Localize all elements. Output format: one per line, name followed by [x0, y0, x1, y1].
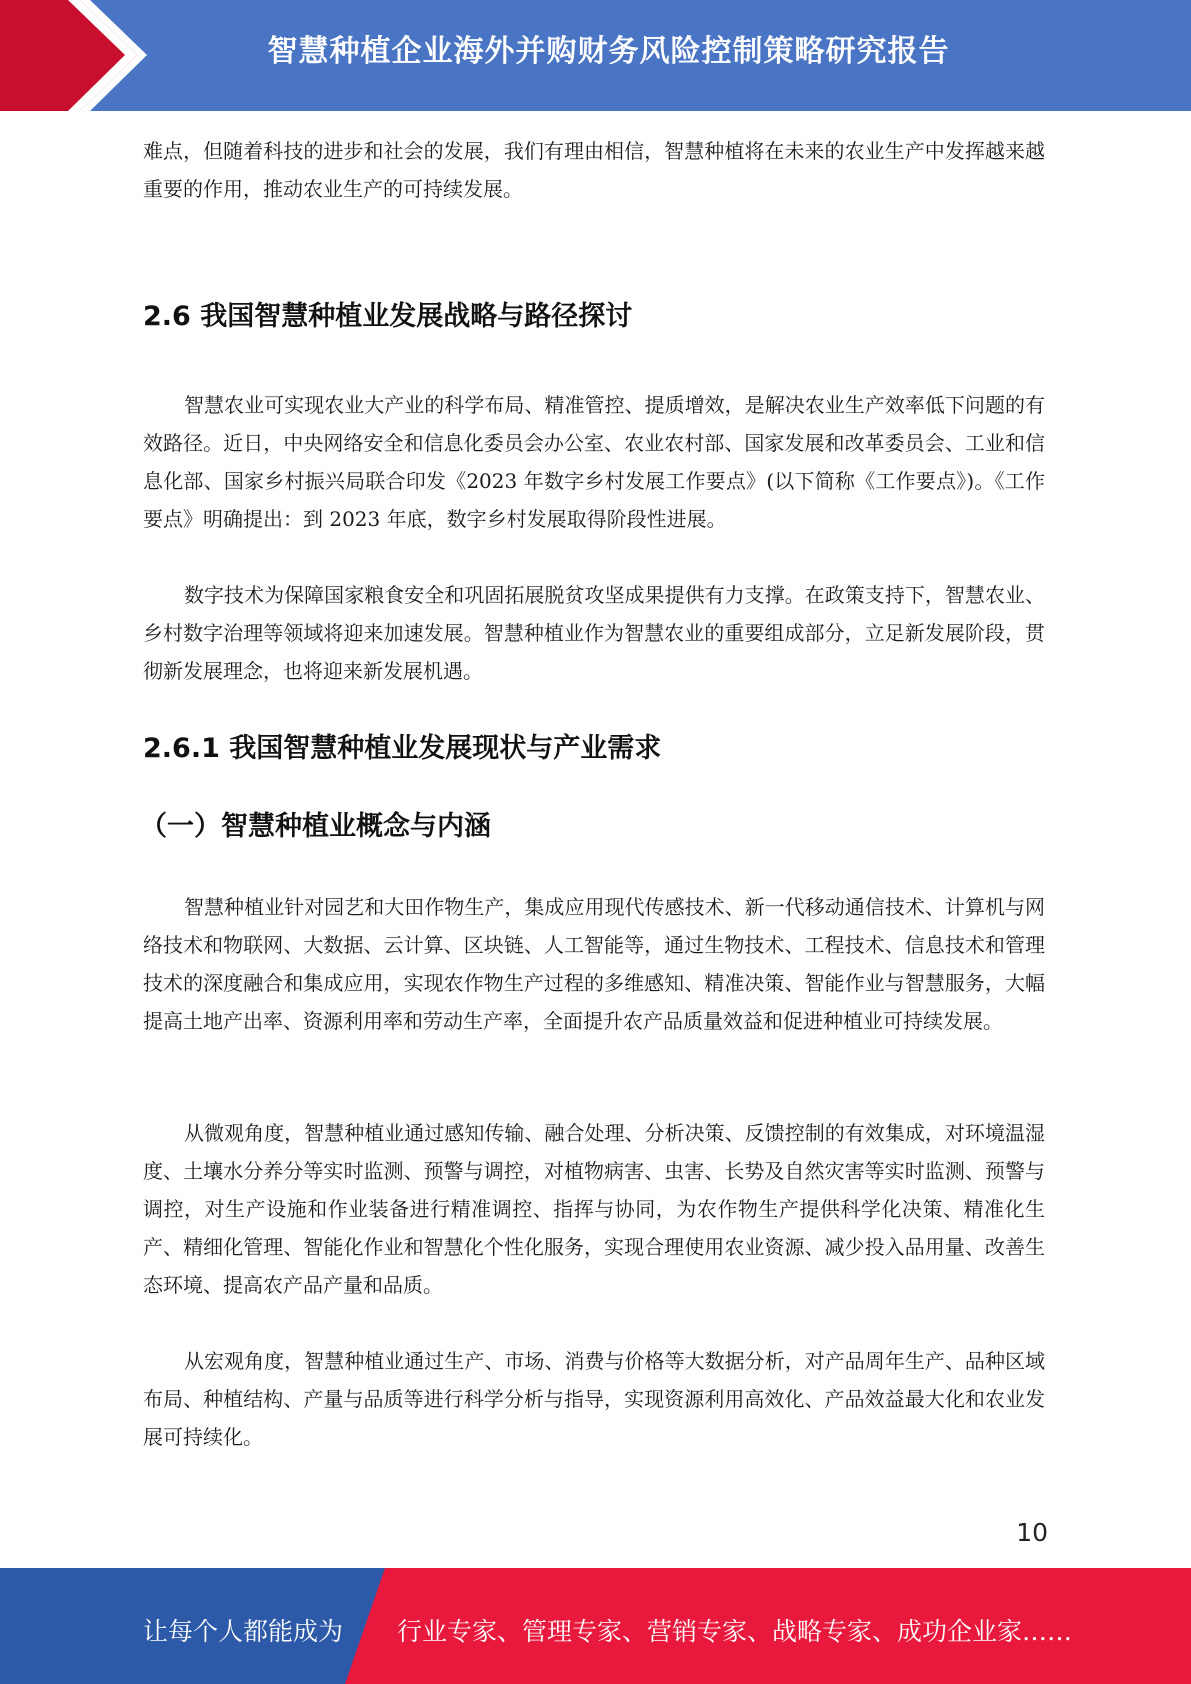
paragraph-concept-definition: 智慧种植业针对园艺和大田作物生产，集成应用现代传感技术、新一代移动通信技术、计算机与网络技术和物联网、大数据、云计算、区块链、人工智能等，通过生物技术、工程技术、信息技术和管理技术的深度融合和集成应用，实现农作物生产过程的多维感知、精准决策、智能作业与智慧服务，大幅提高土地产出率、资源利用率和劳动生产率，全面提升农产品质量效益和促进种植业可持续发展。: [143, 895, 1045, 1033]
paragraph-micro-perspective: 从微观角度，智慧种植业通过感知传输、融合处理、分析决策、反馈控制的有效集成，对环境温湿度、土壤水分养分等实时监测、预警与调控，对植物病害、虫害、长势及自然灾害等实时监测、预警与调控，对生产设施和作业装备进行精准调控、指挥与协同，为农作物生产提供科学化决策、精准化生产、精细化管理、智能化作业和智慧化个性化服务，实现合理使用农业资源、减少投入品用量、改善生态环境、提高农产品产量和品质。: [143, 1121, 1045, 1297]
paragraph-macro-perspective: 从宏观角度，智慧种植业通过生产、市场、消费与价格等大数据分析，对产品周年生产、品种区域布局、种植结构、产量与品质等进行科学分析与指导，实现资源利用高效化、产品效益最大化和农业发展可持续化。: [143, 1349, 1045, 1449]
footer-slogan-right: 行业专家、管理专家、营销专家、战略专家、成功企业家……: [397, 1617, 1073, 1646]
footer-banner: [0, 1568, 1191, 1684]
footer-slogan-left: 让每个人都能成为: [143, 1617, 344, 1646]
paragraph-smart-agriculture-policy: 智慧农业可实现农业大产业的科学布局、精准管控、提质增效，是解决农业生产效率低下问题的有效路径。近日，中央网络安全和信息化委员会办公室、农业农村部、国家发展和改革委员会、工业和信息化部、国家乡村振兴局联合印发《2023 年数字乡村发展工作要点》(以下简称《工作要点》)。《工作要点》明确提出：到 2023 年底，数字乡村发展取得阶段性进展。: [143, 393, 1045, 531]
report-title: 智慧种植企业海外并购财务风险控制策略研究报告: [267, 34, 950, 69]
paragraph-digital-technology: 数字技术为保障国家粮食安全和巩固拓展脱贫攻坚成果提供有力支撑。在政策支持下，智慧农业、乡村数字治理等领域将迎来加速发展。智慧种植业作为智慧农业的重要组成部分，立足新发展阶段，贯彻新发展理念，也将迎来新发展机遇。: [143, 583, 1045, 683]
page-number: 10: [1016, 1518, 1048, 1547]
section-heading-2-6: 2.6 我国智慧种植业发展战略与路径探讨: [143, 301, 633, 332]
header-banner: [0, 0, 1191, 111]
section-heading-2-6-1: 2.6.1 我国智慧种植业发展现状与产业需求: [143, 733, 662, 764]
intro-paragraph: 难点，但随着科技的进步和社会的发展，我们有理由相信，智慧种植将在未来的农业生产中发挥越来越重要的作用，推动农业生产的可持续发展。: [143, 139, 1045, 201]
subsection-heading-concept: （一）智慧种植业概念与内涵: [140, 811, 491, 842]
